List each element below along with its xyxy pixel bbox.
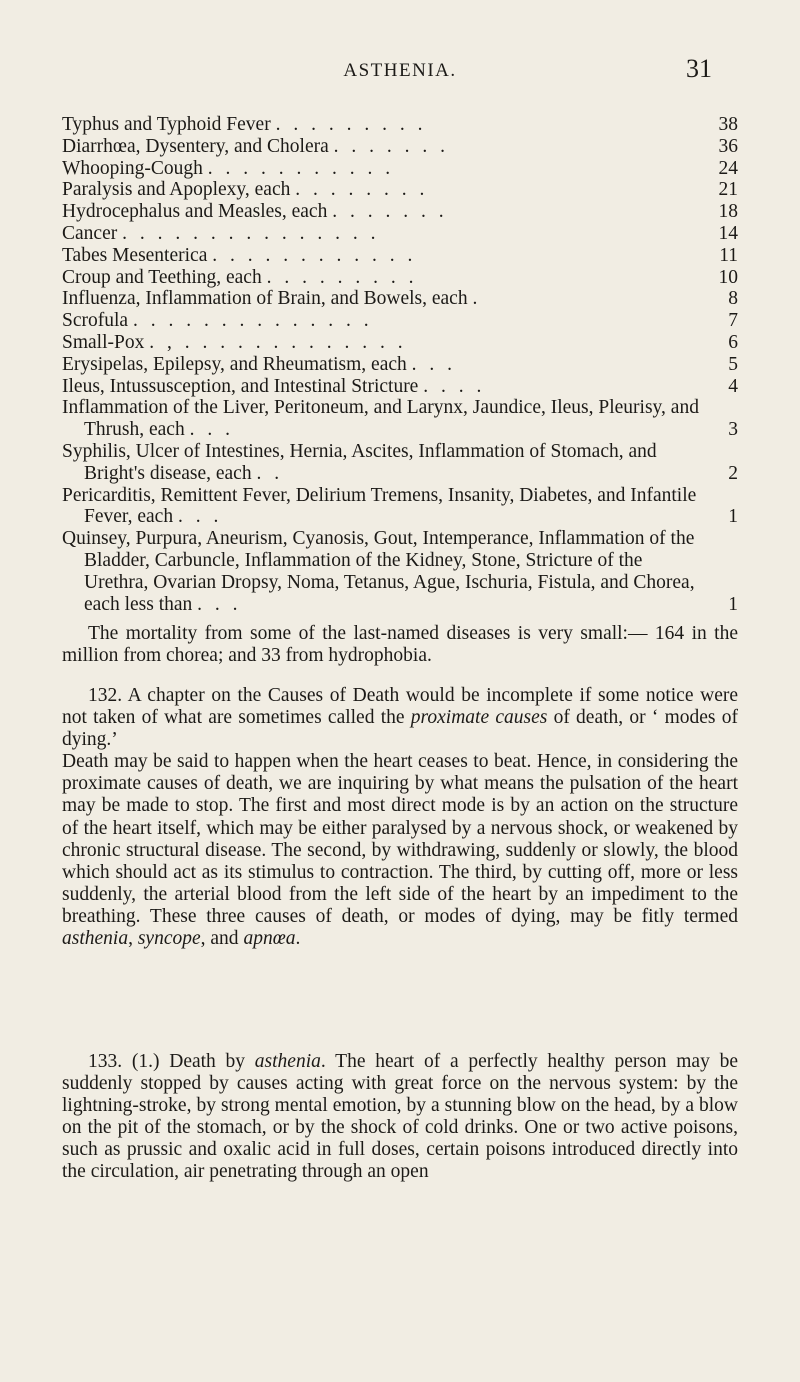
list-item-label: Influenza, Inflammation of Brain, and Bowels, each bbox=[62, 288, 468, 310]
leader-dots: . . . . . . . . . . . . . . bbox=[132, 310, 373, 332]
leader-dots: . . . . . . . . . bbox=[275, 114, 427, 135]
list-item bbox=[62, 114, 738, 136]
asthenia-heading-term: asthenia bbox=[254, 1051, 321, 1072]
list-item bbox=[62, 376, 738, 398]
list-item-label: Syphilis, Ulcer of Intestines, Hernia, Ascites, Inflammation of Stomach, and Bright's disease, each bbox=[62, 440, 657, 484]
leader-dots: . . . . bbox=[423, 375, 486, 397]
list-item-count: 7 bbox=[728, 310, 738, 332]
list-item-label: Scrofula bbox=[62, 310, 129, 332]
list-item bbox=[62, 310, 738, 332]
list-item bbox=[62, 485, 738, 529]
leader-dots: . . . . . . . . . . . . bbox=[212, 244, 417, 266]
list-item-label: Inflammation of the Liver, Peritoneum, and Larynx, Jaundice, Ileus, Pleurisy, and Thrush, each bbox=[62, 397, 699, 441]
list-item-count: 6 bbox=[728, 331, 738, 353]
list-item-label: Hydrocephalus and Measles, each bbox=[62, 201, 328, 223]
list-item-label: Tabes Mesenterica bbox=[62, 244, 208, 266]
running-title: ASTHENIA. bbox=[343, 60, 457, 81]
leader-dots: . . . bbox=[197, 593, 242, 615]
list-item-count: 4 bbox=[728, 375, 738, 397]
list-item-count: 24 bbox=[718, 157, 738, 179]
proximate-causes-term: proximate causes bbox=[410, 707, 548, 729]
separator-comma: , bbox=[128, 928, 138, 950]
leader-dots: . . . bbox=[177, 506, 223, 528]
list-item-count: 2 bbox=[728, 462, 738, 484]
list-item-label: Paralysis and Apoplexy, each bbox=[62, 179, 291, 201]
asthenia-term: asthenia bbox=[62, 928, 129, 950]
section-132-text-1: 132. A chapter on the Causes of Death would be incomplete if some notice were not taken of what are sometimes called the bbox=[62, 685, 738, 729]
leader-dots: . bbox=[472, 288, 482, 310]
list-item bbox=[62, 441, 738, 485]
leader-dots: . , . . . . . . . . . . . . . bbox=[149, 331, 407, 353]
list-item bbox=[62, 397, 738, 441]
list-item-label: Diarrhœa, Dysentery, and Cholera bbox=[62, 135, 329, 157]
list-item-count: 21 bbox=[718, 179, 738, 201]
apnoea-term: apnœa bbox=[243, 928, 296, 950]
section-132-paragraph-2: Death may be said to happen when the heart ceases to beat. Hence, in considering the proximate causes of death, we are inquiring by what means the pulsation of the heart may be made to stop. The first and most direct mode is by an action on the structure of the heart itself, which may be either paralysed by a nervous shock, or weakened by chronic structural disease. The second, by withdrawing, suddenly or slowly, the blood which should act as its stimulus to contraction. The third, by cutting off, more or less suddenly, the arterial blood from the left side of the heart by an impediment to the breathing. These three causes of death, or modes of dying, may be fitly termed bbox=[62, 751, 738, 927]
running-head bbox=[0, 54, 800, 88]
leader-dots: . . . . . . . . . . . . . . . bbox=[122, 222, 380, 244]
list-item bbox=[62, 528, 738, 615]
list-item bbox=[62, 223, 738, 245]
list-item-count: 1 bbox=[728, 593, 738, 615]
list-item-label: Cancer bbox=[62, 222, 118, 244]
list-item-label: Croup and Teething, each bbox=[62, 266, 262, 288]
leader-dots: . . . . . . . . . . . bbox=[207, 157, 395, 179]
list-item-count: 8 bbox=[728, 288, 738, 310]
list-item-label: Ileus, Intussusception, and Intestinal Stricture bbox=[62, 375, 419, 397]
leader-dots: . . . . . . . . . bbox=[266, 266, 418, 288]
section-132-text-2: of death, or ‘ modes of dying.’ bbox=[62, 707, 738, 751]
list-item bbox=[62, 288, 738, 310]
list-item-count: 1 bbox=[728, 506, 738, 528]
leader-dots: . . . . . . . . bbox=[295, 179, 429, 201]
list-item bbox=[62, 201, 738, 223]
list-item-count: 18 bbox=[718, 201, 738, 223]
list-item-label: Whooping-Cough bbox=[62, 157, 203, 179]
section-133-text: . The heart of a perfectly healthy person may be suddenly stopped by causes acting with great force on the nervous system: by the lightning-stroke, by strong mental emotion, by a stunning blow on the head, by a blow on the pit of the stomach, or by the shock of cold drinks. One or two active poisons, such as prussic and oxalic acid in full doses, certain poisons introduced directly into the circulation, air penetrating through an open bbox=[62, 1051, 738, 1183]
separator-and: , and bbox=[200, 928, 244, 950]
leader-dots: . . . . . . . bbox=[333, 135, 450, 157]
leader-dots: . . . bbox=[189, 419, 234, 441]
leader-dots: . . bbox=[256, 462, 284, 484]
list-item bbox=[62, 332, 738, 354]
separator-period: . bbox=[295, 928, 301, 950]
mortality-note-paragraph bbox=[62, 623, 738, 667]
list-item-count: 11 bbox=[719, 244, 738, 266]
disease-mortality-list bbox=[62, 114, 738, 615]
list-item-label: Pericarditis, Remittent Fever, Delirium Tremens, Insanity, Diabetes, and Infantile Fever, each bbox=[62, 484, 697, 528]
list-item bbox=[62, 354, 738, 376]
list-item-label: Erysipelas, Epilepsy, and Rheumatism, each bbox=[62, 353, 407, 375]
list-item bbox=[62, 245, 738, 267]
mortality-note: The mortality from some of the last-named diseases is very small:— 164 in the million from chorea; and 33 from hydrophobia. bbox=[62, 623, 738, 667]
syncope-term: syncope bbox=[137, 928, 201, 950]
section-132 bbox=[62, 685, 738, 950]
list-item-count: 14 bbox=[718, 222, 738, 244]
page-number: 31 bbox=[686, 54, 712, 83]
list-item-count: 10 bbox=[718, 266, 738, 288]
list-item-count: 3 bbox=[728, 419, 738, 441]
list-item-label: Typhus and Typhoid Fever bbox=[62, 114, 271, 135]
leader-dots: . . . . . . . bbox=[332, 201, 448, 223]
list-item bbox=[62, 267, 738, 289]
leader-dots: . . . bbox=[411, 353, 457, 375]
list-item-count: 5 bbox=[728, 353, 738, 375]
list-item-count: 38 bbox=[718, 114, 738, 135]
list-item-label: Quinsey, Purpura, Aneurism, Cyanosis, Gout, Intemperance, Inflammation of the Bladder, Carbuncle, Inflammation of the Kidney, Stone, Stricture of the Urethra, Ovarian Dropsy, Noma, Tetanus, Ague, Ischuria, Fistula, and Chorea, each less than bbox=[62, 528, 695, 615]
list-item bbox=[62, 179, 738, 201]
list-item bbox=[62, 136, 738, 158]
section-133 bbox=[62, 1051, 738, 1184]
list-item-label: Small-Pox bbox=[62, 331, 145, 353]
list-item bbox=[62, 158, 738, 180]
section-133-lead: 133. (1.) Death by bbox=[88, 1051, 255, 1072]
list-item-count: 36 bbox=[718, 135, 738, 157]
